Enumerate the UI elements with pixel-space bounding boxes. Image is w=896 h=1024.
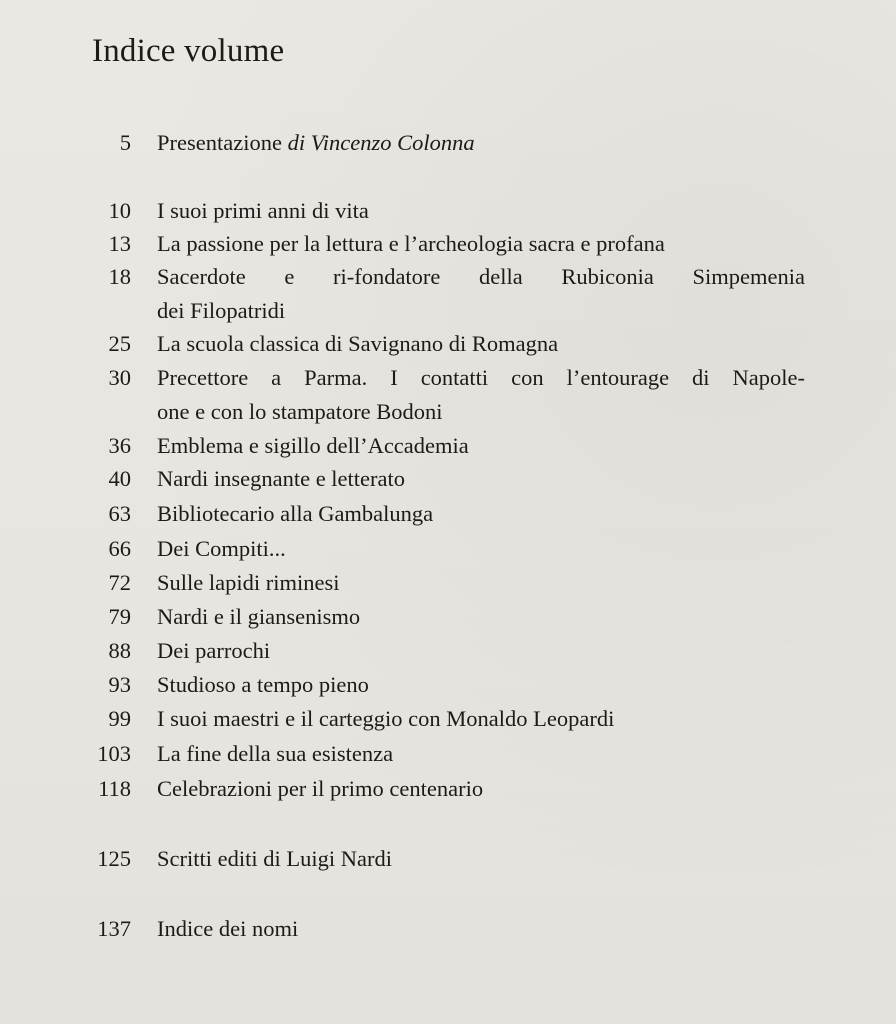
page-number: 118 [98, 776, 131, 801]
page-number: 137 [97, 916, 131, 941]
entry-title: Scritti editi di Luigi Nardi [157, 846, 392, 871]
entry-title: Emblema e sigillo dell’Accademia [157, 433, 469, 458]
entry-title: Dei parrochi [157, 638, 271, 663]
page-number: 103 [97, 741, 131, 766]
entry-title: Sacerdote e ri-fondatore della Rubiconia Simpemenia dei Filopatridi [157, 264, 805, 323]
page-number: 125 [97, 846, 131, 871]
page-number: 63 [108, 501, 131, 526]
entry-title: Nardi e il giansenismo [157, 604, 361, 629]
page-number: 93 [108, 672, 131, 697]
page-number: 79 [108, 604, 131, 629]
entry-title: Presentazione di Vincenzo Colonna [157, 130, 475, 155]
entry-title: I suoi primi anni di vita [157, 198, 369, 223]
entry-author: di Vincenzo Colonna [287, 130, 475, 155]
entry-title: Nardi insegnante e letterato [157, 466, 406, 491]
page-number: 72 [108, 570, 131, 595]
page-number: 30 [108, 365, 131, 390]
entry-title: Dei Compiti... [157, 536, 286, 561]
entry-title: Precettore a Parma. I contatti con l’entourage di Napole- one e con lo stampatore Bodoni [157, 365, 805, 424]
entry-title: La fine della sua esistenza [157, 741, 394, 766]
entry-title: Celebrazioni per il primo centenario [157, 776, 484, 801]
page-number: 40 [108, 466, 131, 491]
entry-title: Sulle lapidi riminesi [157, 570, 340, 595]
page-number: 99 [108, 706, 131, 731]
page-number: 10 [108, 198, 131, 223]
page-number: 25 [108, 331, 131, 356]
entry-title: I suoi maestri e il carteggio con Monaldo Leopardi [157, 706, 615, 731]
page-number: 88 [108, 638, 131, 663]
page-number: 5 [119, 130, 131, 155]
page-number: 18 [108, 264, 131, 289]
entry-title: Indice dei nomi [157, 916, 299, 941]
entry-title: La scuola classica di Savignano di Romagna [157, 331, 559, 356]
page-number: 36 [108, 433, 131, 458]
entry-title: Studioso a tempo pieno [157, 672, 369, 697]
page-number: 13 [108, 231, 131, 256]
page-title: Indice volume [92, 33, 285, 69]
entry-title: Bibliotecario alla Gambalunga [157, 501, 434, 526]
page-number: 66 [108, 536, 131, 561]
entry-title: La passione per la lettura e l’archeologia sacra e profana [157, 231, 665, 256]
